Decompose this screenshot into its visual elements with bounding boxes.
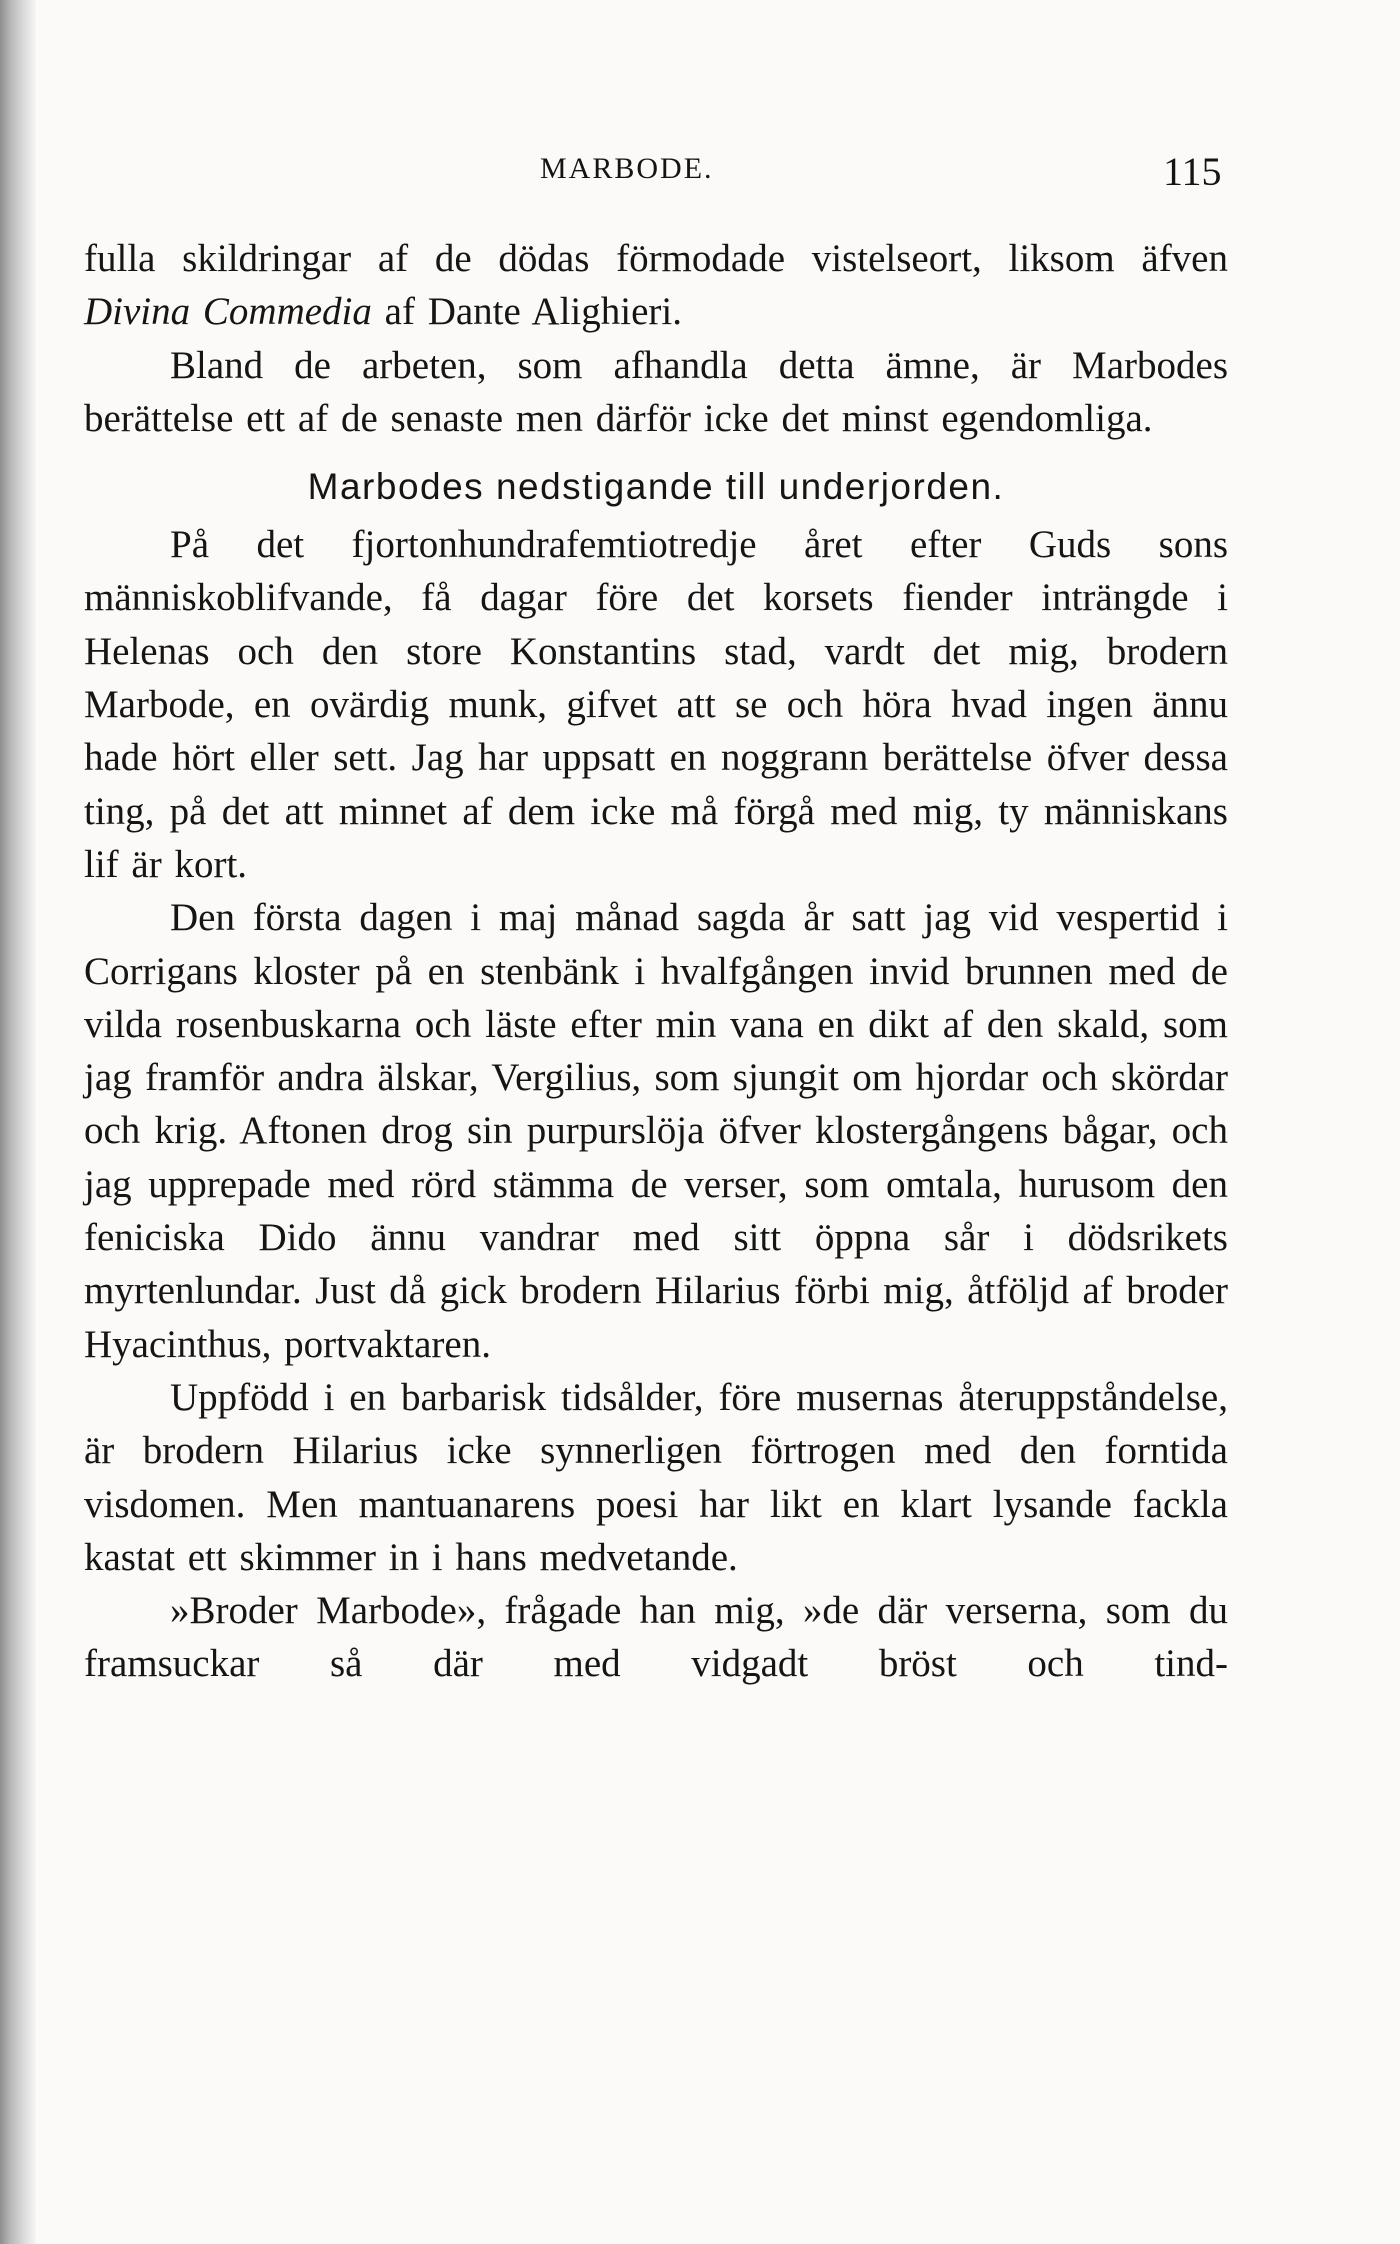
paragraph: Bland de arbeten, som afhandla detta ämne, är Marbodes berättelse ett af de senaste men därför icke det minst egendomliga. (84, 343, 1228, 440)
paragraph: Den första dagen i maj månad sagda år satt jag vid vespertid i Corrigans kloster på en stenbänk i hvalfgången invid brunnen med de vilda rosenbuskarna och läste efter min vana en dikt af den skald, som jag framför andra älskar, Vergilius, som sjungit om hjordar och skördar och krig. Aftonen drog sin purpurslöja öfver klostergångens bågar, och jag upprepade med rörd stämma de verser, som omtala, hurusom den feniciska Dido ännu vandrar med sitt öppna sår i dödsrikets myrtenlundar. Just då gick brodern Hilarius förbi mig, åtföljd af broder Hyacinthus, portvaktaren. (84, 896, 1228, 1366)
paragraph: På det fjortonhundrafemtiotredje året efter Guds sons människoblifvande, få dagar före det korsets fiender inträngde i Helenas och den store Konstantins stad, vardt det mig, brodern Marbode, en ovärdig munk, gifvet att se och höra hvad ingen ännu hade hört eller sett. Jag har uppsatt en noggrann berättelse öfver dessa ting, på det att minnet af dem icke må förgå med mig, ty människans lif är kort. (84, 523, 1228, 886)
paragraph-text: fulla skildringar af de dödas förmodade vistelseort, liksom äfven (84, 237, 1228, 280)
paragraph-text: af Dante Alighieri. (371, 290, 682, 334)
paragraph: Uppfödd i en barbarisk tidsålder, före musernas återuppståndelse, är brodern Hilarius icke synnerligen förtrogen med den forntida visdomen. Men mantuanarens poesi har likt en klart lysande fackla kastat ett skimmer in i hans medvetande. (84, 1375, 1228, 1579)
section-heading: Marbodes nedstigande till underjorden. (307, 466, 1005, 508)
binding-shadow (0, 0, 36, 2244)
running-head (0, 148, 1400, 198)
italic-title: Divina Commedia (84, 290, 372, 334)
running-title: MARBODE. (540, 152, 714, 185)
paragraph-continuation (84, 232, 1228, 339)
body-text (84, 232, 1228, 1691)
page-number: 115 (1163, 149, 1222, 194)
paragraph: »Broder Marbode», frågade han mig, »de där verserna, som du framsuckar så där med vidgadt bröst och tind- (84, 1589, 1228, 1686)
